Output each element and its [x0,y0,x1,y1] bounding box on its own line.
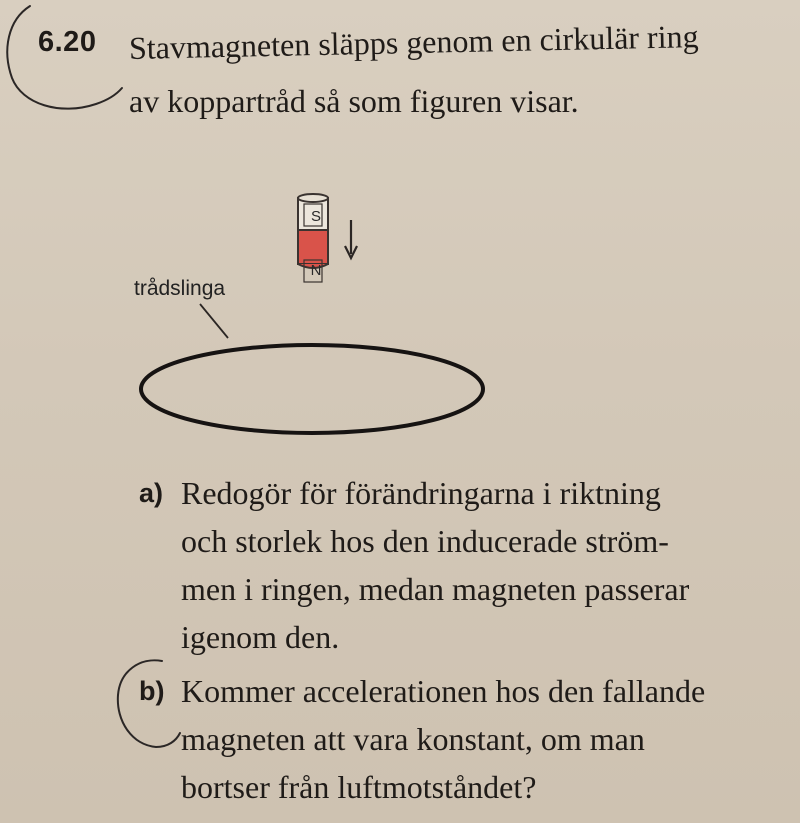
label-leader-line [200,304,228,338]
question-b-line-2: magneten att vara konstant, om man [181,721,645,757]
down-arrow-icon [345,220,357,258]
problem-number: 6.20 [38,26,97,58]
problem-statement-line-1: Stavmagneten släpps genom en cirkulär ring [128,18,699,66]
question-b-line-1: Kommer accelerationen hos den fallande [181,673,706,709]
question-a-line-2: och storlek hos den inducerade ström- [181,523,669,559]
problem-statement [128,18,769,128]
figure [128,182,508,452]
magnet-s-label: S [310,208,321,225]
question-b-label: b) [139,676,165,706]
question-b-line-3: bortser från luftmotståndet? [181,769,537,805]
wire-loop [141,345,483,433]
question-b [139,667,706,811]
question-a-label: a) [139,478,164,508]
magnet-n-pole-body [298,230,328,264]
problem-statement-line-2: av koppartråd så som figuren visar. [129,83,579,119]
question-a-line-1: Redogör för förändringarna i riktning [181,475,661,511]
question-a-line-3: men i ringen, medan magneten passerar [181,571,690,607]
magnet-n-label: N [310,262,322,279]
question-a [139,469,690,661]
wire-loop-label: trådslinga [134,277,226,300]
magnet-top-cap [298,194,328,202]
question-a-line-4: igenom den. [181,619,340,655]
